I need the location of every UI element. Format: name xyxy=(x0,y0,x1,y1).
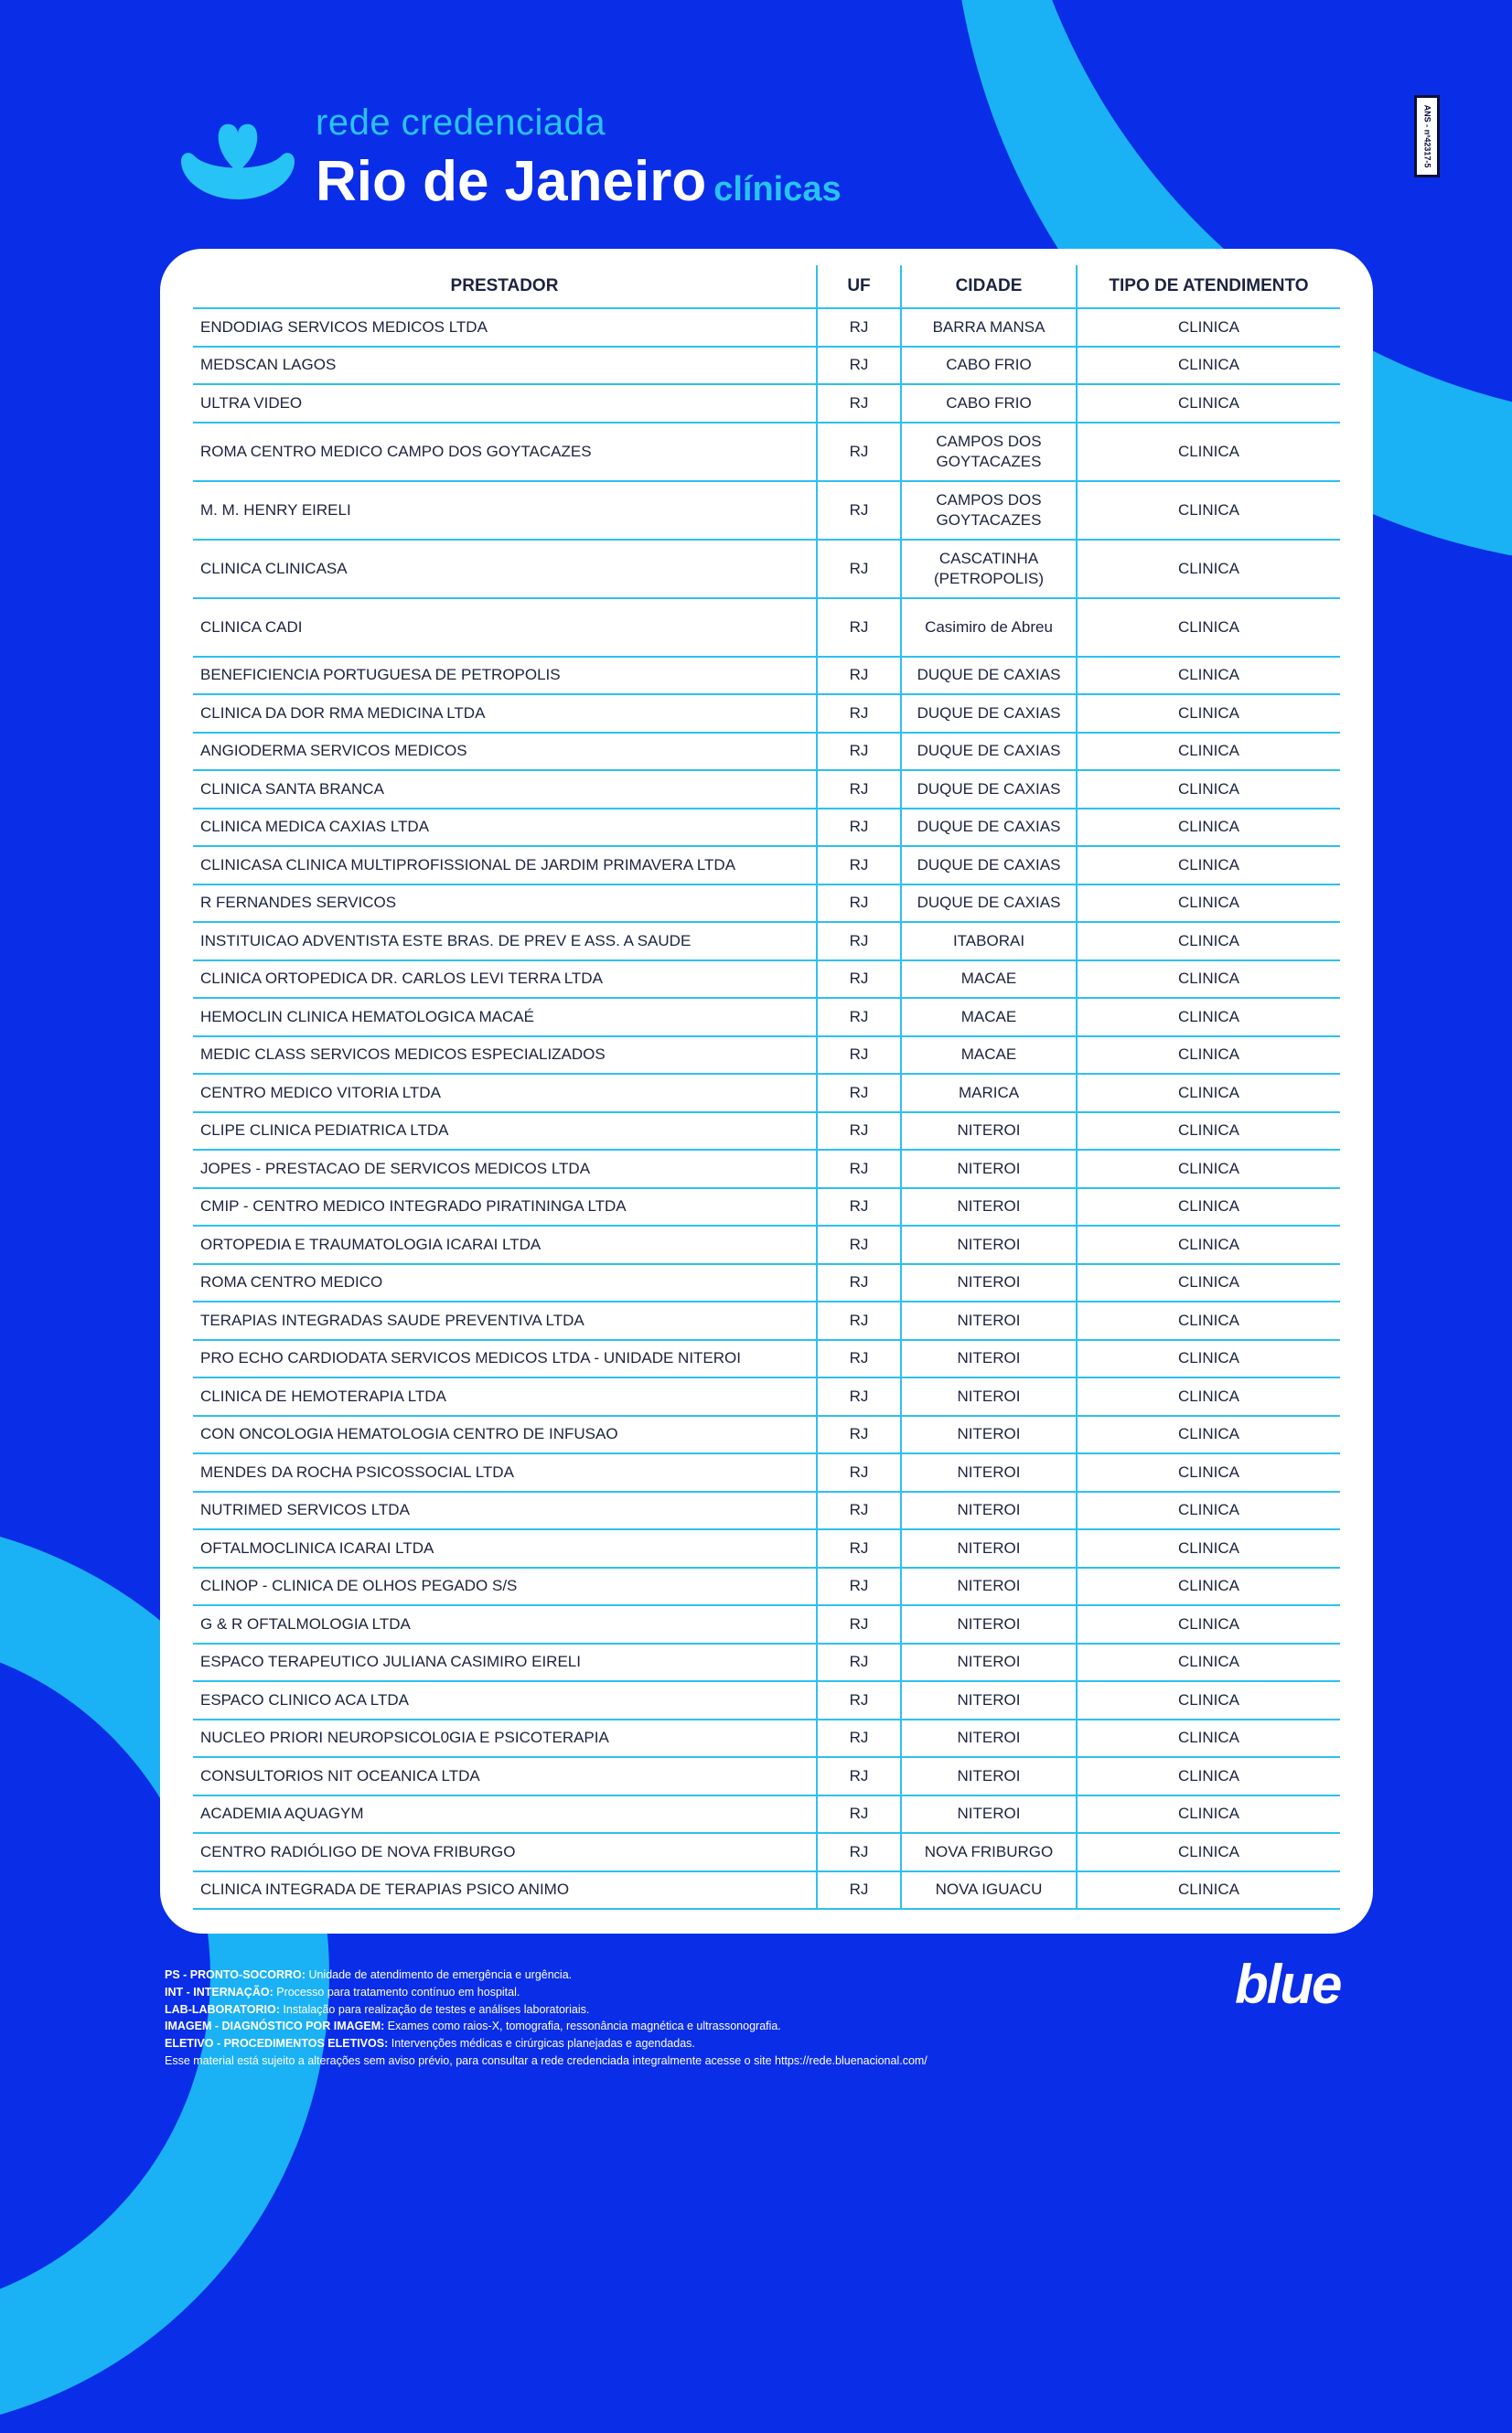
cell-cidade: NITEROI xyxy=(901,1795,1077,1834)
cell-uf: RJ xyxy=(817,809,901,847)
cell-prestador: ESPACO TERAPEUTICO JULIANA CASIMIRO EIRELI xyxy=(193,1644,817,1682)
cell-tipo: CLINICA xyxy=(1077,1074,1340,1112)
cell-tipo: CLINICA xyxy=(1077,733,1340,771)
table-row xyxy=(193,598,1340,657)
cell-tipo: CLINICA xyxy=(1077,1112,1340,1151)
legend-desc: Intervenções médicas e cirúrgicas planejadas e agendadas. xyxy=(391,2037,695,2051)
cell-cidade: NITEROI xyxy=(901,1377,1077,1416)
legend-term: ELETIVO - PROCEDIMENTOS ELETIVOS: xyxy=(165,2037,389,2051)
cell-tipo: CLINICA xyxy=(1077,423,1340,481)
table-row xyxy=(193,1529,1340,1568)
cell-cidade: CAMPOS DOS GOYTACAZES xyxy=(901,481,1077,540)
cell-cidade: NITEROI xyxy=(901,1340,1077,1378)
cell-tipo: CLINICA xyxy=(1077,1226,1340,1264)
cell-prestador: ESPACO CLINICO ACA LTDA xyxy=(193,1681,817,1720)
table-row xyxy=(193,960,1340,999)
cell-tipo: CLINICA xyxy=(1077,1568,1340,1606)
cell-cidade: BARRA MANSA xyxy=(901,308,1077,347)
cell-prestador: CENTRO MEDICO VITORIA LTDA xyxy=(193,1074,817,1112)
cell-tipo: CLINICA xyxy=(1077,1833,1340,1871)
table-row xyxy=(193,1036,1340,1075)
table-row xyxy=(193,1112,1340,1151)
cell-uf: RJ xyxy=(817,694,901,733)
cell-prestador: CLINICASA CLINICA MULTIPROFISSIONAL DE JARDIM PRIMAVERA LTDA xyxy=(193,846,817,884)
cell-uf: RJ xyxy=(817,1264,901,1302)
cell-cidade: MACAE xyxy=(901,998,1077,1036)
cell-prestador: ACADEMIA AQUAGYM xyxy=(193,1795,817,1834)
cell-tipo: CLINICA xyxy=(1077,481,1340,540)
cell-uf: RJ xyxy=(817,598,901,657)
table-row xyxy=(193,694,1340,733)
legend-desc: Exames como raios-X, tomografia, ressonância magnética e ultrassonografia. xyxy=(387,2020,781,2033)
cell-prestador: TERAPIAS INTEGRADAS SAUDE PREVENTIVA LTDA xyxy=(193,1302,817,1340)
cell-tipo: CLINICA xyxy=(1077,846,1340,884)
legend-term: LAB-LABORATORIO: xyxy=(165,2002,280,2016)
cell-prestador: ROMA CENTRO MEDICO xyxy=(193,1264,817,1302)
legend-desc: Unidade de atendimento de emergência e urgência. xyxy=(308,1968,573,1981)
legend-item xyxy=(165,2035,928,2053)
table-row xyxy=(193,1833,1340,1871)
cell-uf: RJ xyxy=(817,922,901,960)
table-row xyxy=(193,347,1340,385)
cell-prestador: CENTRO RADIÓLIGO DE NOVA FRIBURGO xyxy=(193,1833,817,1871)
table-row xyxy=(193,1074,1340,1112)
cell-cidade: DUQUE DE CAXIAS xyxy=(901,694,1077,733)
cell-uf: RJ xyxy=(817,960,901,999)
legend-item xyxy=(165,1967,928,1984)
cell-uf: RJ xyxy=(817,540,901,598)
table-row xyxy=(193,1226,1340,1264)
cell-cidade: NITEROI xyxy=(901,1681,1077,1720)
cell-cidade: MARICA xyxy=(901,1074,1077,1112)
cell-uf: RJ xyxy=(817,1795,901,1834)
cell-cidade: CABO FRIO xyxy=(901,384,1077,423)
cell-tipo: CLINICA xyxy=(1077,1795,1340,1834)
cell-prestador: INSTITUICAO ADVENTISTA ESTE BRAS. DE PREV E ASS. A SAUDE xyxy=(193,922,817,960)
cell-tipo: CLINICA xyxy=(1077,960,1340,999)
cell-uf: RJ xyxy=(817,733,901,771)
page-title-text: Rio de Janeiro xyxy=(316,150,707,213)
cell-uf: RJ xyxy=(817,1036,901,1075)
cell-cidade: CABO FRIO xyxy=(901,347,1077,385)
cell-cidade: NITEROI xyxy=(901,1264,1077,1302)
cell-prestador: NUTRIMED SERVICOS LTDA xyxy=(193,1492,817,1530)
cell-prestador: CLINOP - CLINICA DE OLHOS PEGADO S/S xyxy=(193,1568,817,1606)
legend-item xyxy=(165,2001,928,2019)
cell-prestador: ORTOPEDIA E TRAUMATOLOGIA ICARAI LTDA xyxy=(193,1226,817,1264)
cell-prestador: CLINICA ORTOPEDICA DR. CARLOS LEVI TERRA LTDA xyxy=(193,960,817,999)
column-header-uf: UF xyxy=(817,265,901,308)
cell-prestador: MENDES DA ROCHA PSICOSSOCIAL LTDA xyxy=(193,1453,817,1492)
table-row xyxy=(193,1795,1340,1834)
table-row xyxy=(193,1188,1340,1227)
providers-table xyxy=(193,265,1340,1910)
table-row xyxy=(193,1150,1340,1188)
cell-tipo: CLINICA xyxy=(1077,598,1340,657)
table-row xyxy=(193,1720,1340,1758)
cell-prestador: HEMOCLIN CLINICA HEMATOLOGICA MACAÉ xyxy=(193,998,817,1036)
cell-cidade: NITEROI xyxy=(901,1188,1077,1227)
cell-prestador: CLINICA DA DOR RMA MEDICINA LTDA xyxy=(193,694,817,733)
cell-prestador: M. M. HENRY EIRELI xyxy=(193,481,817,540)
cell-uf: RJ xyxy=(817,1644,901,1682)
table-row xyxy=(193,1644,1340,1682)
cell-prestador: CLINICA SANTA BRANCA xyxy=(193,770,817,809)
cell-cidade: NITEROI xyxy=(901,1644,1077,1682)
cell-prestador: PRO ECHO CARDIODATA SERVICOS MEDICOS LTDA - UNIDADE NITEROI xyxy=(193,1340,817,1378)
cell-tipo: CLINICA xyxy=(1077,998,1340,1036)
ans-code: ANS - nº42317-5 xyxy=(1422,104,1432,168)
cell-cidade: NITEROI xyxy=(901,1492,1077,1530)
cell-prestador: CON ONCOLOGIA HEMATOLOGIA CENTRO DE INFUSAO xyxy=(193,1416,817,1454)
table-row xyxy=(193,1681,1340,1720)
cell-uf: RJ xyxy=(817,1416,901,1454)
cell-uf: RJ xyxy=(817,308,901,347)
cell-prestador: MEDIC CLASS SERVICOS MEDICOS ESPECIALIZADOS xyxy=(193,1036,817,1075)
legend xyxy=(165,1967,928,2070)
cell-tipo: CLINICA xyxy=(1077,1036,1340,1075)
cell-cidade: NITEROI xyxy=(901,1226,1077,1264)
table-row xyxy=(193,846,1340,884)
cell-tipo: CLINICA xyxy=(1077,1492,1340,1530)
cell-tipo: CLINICA xyxy=(1077,1529,1340,1568)
legend-term: IMAGEM - DIAGNÓSTICO POR IMAGEM: xyxy=(165,2020,385,2033)
cell-prestador: ROMA CENTRO MEDICO CAMPO DOS GOYTACAZES xyxy=(193,423,817,481)
cell-uf: RJ xyxy=(817,1377,901,1416)
cell-prestador: CLINICA INTEGRADA DE TERAPIAS PSICO ANIMO xyxy=(193,1871,817,1910)
cell-cidade: DUQUE DE CAXIAS xyxy=(901,884,1077,923)
cell-uf: RJ xyxy=(817,657,901,695)
cell-tipo: CLINICA xyxy=(1077,308,1340,347)
cell-prestador: G & R OFTALMOLOGIA LTDA xyxy=(193,1605,817,1644)
disclaimer: Esse material está sujeito a alterações sem aviso prévio, para consultar a rede credenciada integralmente acesse o site https://rede.bluenacional.com/ xyxy=(165,2053,928,2067)
cell-tipo: CLINICA xyxy=(1077,1264,1340,1302)
cell-tipo: CLINICA xyxy=(1077,384,1340,423)
cell-prestador: ENDODIAG SERVICOS MEDICOS LTDA xyxy=(193,308,817,347)
cell-prestador: ANGIODERMA SERVICOS MEDICOS xyxy=(193,733,817,771)
table-row xyxy=(193,481,1340,540)
cell-tipo: CLINICA xyxy=(1077,922,1340,960)
cell-cidade: MACAE xyxy=(901,1036,1077,1075)
table-row xyxy=(193,1377,1340,1416)
cell-uf: RJ xyxy=(817,846,901,884)
cell-cidade: CAMPOS DOS GOYTACAZES xyxy=(901,423,1077,481)
cell-uf: RJ xyxy=(817,1871,901,1910)
cell-tipo: CLINICA xyxy=(1077,770,1340,809)
column-header-cidade: CIDADE xyxy=(901,265,1077,308)
cell-tipo: CLINICA xyxy=(1077,694,1340,733)
table-row xyxy=(193,884,1340,923)
cell-tipo: CLINICA xyxy=(1077,1416,1340,1454)
table-row xyxy=(193,1492,1340,1530)
table-row xyxy=(193,1340,1340,1378)
table-header-row xyxy=(193,265,1340,308)
table-row xyxy=(193,1453,1340,1492)
table-row xyxy=(193,922,1340,960)
cell-uf: RJ xyxy=(817,423,901,481)
ans-registration-tag xyxy=(1414,95,1440,177)
table-row xyxy=(193,1264,1340,1302)
cell-prestador: BENEFICIENCIA PORTUGUESA DE PETROPOLIS xyxy=(193,657,817,695)
cell-cidade: NITEROI xyxy=(901,1453,1077,1492)
cell-prestador: OFTALMOCLINICA ICARAI LTDA xyxy=(193,1529,817,1568)
cell-prestador: R FERNANDES SERVICOS xyxy=(193,884,817,923)
cell-tipo: CLINICA xyxy=(1077,1757,1340,1795)
cell-prestador: ULTRA VIDEO xyxy=(193,384,817,423)
cell-uf: RJ xyxy=(817,1112,901,1151)
cell-cidade: MACAE xyxy=(901,960,1077,999)
cell-uf: RJ xyxy=(817,884,901,923)
cell-uf: RJ xyxy=(817,1302,901,1340)
cell-cidade: NITEROI xyxy=(901,1416,1077,1454)
cell-uf: RJ xyxy=(817,1226,901,1264)
table-row xyxy=(193,423,1340,481)
cell-cidade: NITEROI xyxy=(901,1757,1077,1795)
header-subtitle: rede credenciada xyxy=(316,102,606,143)
cell-prestador: CMIP - CENTRO MEDICO INTEGRADO PIRATININGA LTDA xyxy=(193,1188,817,1227)
legend-desc: Instalação para realização de testes e análises laboratoriais. xyxy=(283,2002,590,2016)
table-row xyxy=(193,1605,1340,1644)
cell-cidade: NITEROI xyxy=(901,1605,1077,1644)
table-row xyxy=(193,1757,1340,1795)
legend-term: INT - INTERNAÇÃO: xyxy=(165,1985,273,1999)
cell-uf: RJ xyxy=(817,1605,901,1644)
legend-desc: Processo para tratamento contínuo em hospital. xyxy=(276,1985,520,1999)
table-row xyxy=(193,540,1340,598)
table-row xyxy=(193,1568,1340,1606)
cell-cidade: CASCATINHA (PETROPOLIS) xyxy=(901,540,1077,598)
cell-cidade: DUQUE DE CAXIAS xyxy=(901,809,1077,847)
table-row xyxy=(193,1871,1340,1910)
cell-tipo: CLINICA xyxy=(1077,1453,1340,1492)
cell-uf: RJ xyxy=(817,998,901,1036)
cell-tipo: CLINICA xyxy=(1077,540,1340,598)
heart-hands-icon xyxy=(174,108,302,209)
cell-uf: RJ xyxy=(817,770,901,809)
column-header-tipo: TIPO DE ATENDIMENTO xyxy=(1077,265,1340,308)
table-row xyxy=(193,1302,1340,1340)
cell-tipo: CLINICA xyxy=(1077,809,1340,847)
cell-uf: RJ xyxy=(817,1833,901,1871)
cell-prestador: MEDSCAN LAGOS xyxy=(193,347,817,385)
cell-uf: RJ xyxy=(817,1720,901,1758)
legend-item xyxy=(165,1984,928,2001)
page-title xyxy=(316,149,842,214)
cell-prestador: CLIPE CLINICA PEDIATRICA LTDA xyxy=(193,1112,817,1151)
cell-uf: RJ xyxy=(817,347,901,385)
table-row xyxy=(193,657,1340,695)
cell-tipo: CLINICA xyxy=(1077,1871,1340,1910)
table-row xyxy=(193,1416,1340,1454)
table-body xyxy=(193,308,1340,1909)
cell-cidade: NITEROI xyxy=(901,1112,1077,1151)
cell-tipo: CLINICA xyxy=(1077,1605,1340,1644)
cell-cidade: DUQUE DE CAXIAS xyxy=(901,846,1077,884)
cell-tipo: CLINICA xyxy=(1077,347,1340,385)
column-header-prestador: PRESTADOR xyxy=(193,265,817,308)
cell-uf: RJ xyxy=(817,1340,901,1378)
cell-uf: RJ xyxy=(817,1757,901,1795)
cell-tipo: CLINICA xyxy=(1077,657,1340,695)
cell-uf: RJ xyxy=(817,1568,901,1606)
cell-uf: RJ xyxy=(817,384,901,423)
table-row xyxy=(193,733,1340,771)
page-title-accent: clínicas xyxy=(713,170,842,209)
cell-cidade: DUQUE DE CAXIAS xyxy=(901,770,1077,809)
cell-tipo: CLINICA xyxy=(1077,1377,1340,1416)
table-row xyxy=(193,770,1340,809)
cell-uf: RJ xyxy=(817,1453,901,1492)
cell-tipo: CLINICA xyxy=(1077,1681,1340,1720)
cell-cidade: DUQUE DE CAXIAS xyxy=(901,657,1077,695)
cell-cidade: NOVA IGUACU xyxy=(901,1871,1077,1910)
brand-logo: blue xyxy=(1235,1954,1341,2015)
cell-cidade: NITEROI xyxy=(901,1529,1077,1568)
cell-tipo: CLINICA xyxy=(1077,1644,1340,1682)
cell-tipo: CLINICA xyxy=(1077,1720,1340,1758)
cell-prestador: CLINICA DE HEMOTERAPIA LTDA xyxy=(193,1377,817,1416)
providers-card xyxy=(160,249,1373,1934)
cell-cidade: NITEROI xyxy=(901,1568,1077,1606)
cell-cidade: ITABORAI xyxy=(901,922,1077,960)
cell-prestador: CONSULTORIOS NIT OCEANICA LTDA xyxy=(193,1757,817,1795)
cell-cidade: NITEROI xyxy=(901,1150,1077,1188)
cell-cidade: NITEROI xyxy=(901,1720,1077,1758)
cell-uf: RJ xyxy=(817,1074,901,1112)
cell-prestador: CLINICA CLINICASA xyxy=(193,540,817,598)
cell-uf: RJ xyxy=(817,1492,901,1530)
cell-uf: RJ xyxy=(817,1150,901,1188)
cell-cidade: NOVA FRIBURGO xyxy=(901,1833,1077,1871)
cell-tipo: CLINICA xyxy=(1077,884,1340,923)
cell-tipo: CLINICA xyxy=(1077,1340,1340,1378)
cell-uf: RJ xyxy=(817,1188,901,1227)
table-row xyxy=(193,998,1340,1036)
cell-cidade: Casimiro de Abreu xyxy=(901,598,1077,657)
cell-prestador: CLINICA MEDICA CAXIAS LTDA xyxy=(193,809,817,847)
cell-uf: RJ xyxy=(817,481,901,540)
cell-uf: RJ xyxy=(817,1529,901,1568)
cell-prestador: CLINICA CADI xyxy=(193,598,817,657)
cell-prestador: NUCLEO PRIORI NEUROPSICOL0GIA E PSICOTERAPIA xyxy=(193,1720,817,1758)
cell-tipo: CLINICA xyxy=(1077,1302,1340,1340)
cell-cidade: NITEROI xyxy=(901,1302,1077,1340)
cell-prestador: JOPES - PRESTACAO DE SERVICOS MEDICOS LTDA xyxy=(193,1150,817,1188)
cell-tipo: CLINICA xyxy=(1077,1188,1340,1227)
legend-item xyxy=(165,2018,928,2035)
cell-tipo: CLINICA xyxy=(1077,1150,1340,1188)
table-row xyxy=(193,384,1340,423)
table-row xyxy=(193,809,1340,847)
legend-term: PS - PRONTO-SOCORRO: xyxy=(165,1968,306,1981)
cell-uf: RJ xyxy=(817,1681,901,1720)
cell-cidade: DUQUE DE CAXIAS xyxy=(901,733,1077,771)
table-row xyxy=(193,308,1340,347)
